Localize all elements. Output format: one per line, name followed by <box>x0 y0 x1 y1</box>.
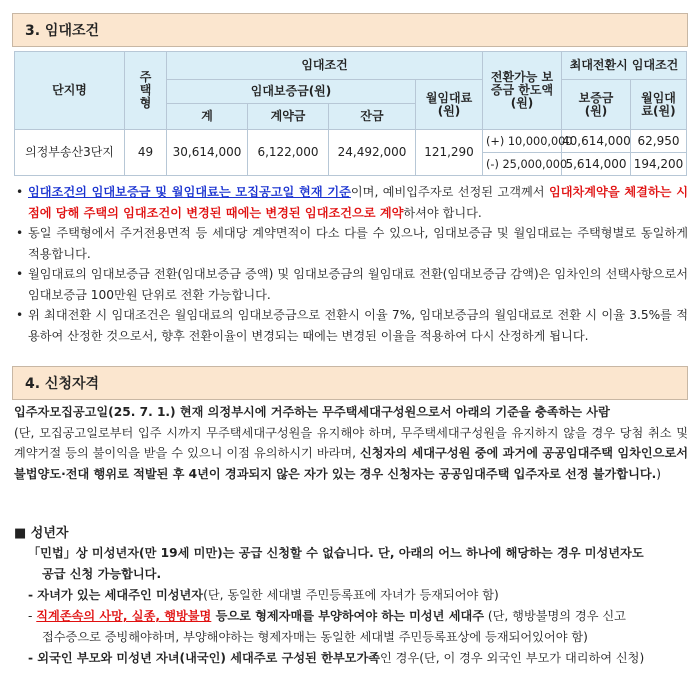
header-deposit: 임대보증금(원) <box>167 80 416 104</box>
cell-conv-minus: (-) 25,000,000 <box>483 153 562 176</box>
minor-heading: ■ 성년자 <box>14 526 69 541</box>
note-1-warning: 임대차계약을 체결하는 시점에 당해 주택의 임대조건이 변경된 때에는 변경된 임대조건으로 계약 <box>28 185 688 220</box>
header-cond: 임대조건 <box>167 52 483 80</box>
note-1-tail: 하셔야 합니다. <box>403 205 482 220</box>
cell-max-deposit-1: 40,614,000 <box>562 130 631 153</box>
minor-item-1 <box>28 585 698 606</box>
header-total: 계 <box>167 104 248 130</box>
section-4-header <box>12 366 688 400</box>
note-1 <box>16 182 688 223</box>
note-3 <box>16 264 688 305</box>
qualification-body: (단, 모집공고일로부터 입주 시까지 무주택세대구성원을 유지해야 하며, 무주택세대구성원을 유지하지 않을 경우 당첨 취소 및 계약거절 등의 불이익을 받을 수 있으니 이점 유의하시기 바라며, <box>14 425 688 460</box>
header-contract: 계약금 <box>248 104 329 130</box>
minor-item-1-bold: - 자녀가 있는 세대주인 미성년자 <box>28 588 204 602</box>
qualification-close: ) <box>656 466 662 481</box>
header-conv: 전환가능 보증금 한도액(원) <box>483 52 562 130</box>
cell-max-rent-2: 194,200 <box>631 153 687 176</box>
note-4 <box>16 305 688 346</box>
bullet-icon: • <box>16 226 24 240</box>
note-4-text: 위 최대전환 시 임대조건은 월임대료의 임대보증금으로 전환시 이율 7%, 임대보증금의 월임대료로 전환 시 이율 3.5%를 적용하여 산정한 것으로서, 향후 전환이율이 변경되는 때에는 변경된 이율을 적용하여 다시 산정하게 됩니다. <box>28 308 688 343</box>
header-rent: 월임대료(원) <box>416 80 483 130</box>
qualification-restriction: 신청자의 세대구성원 중에 과거에 공공임대주택 임차인으로서 불법양도·전대 행위로 적발된 후 4년이 경과되지 않은 자가 있는 경우 신청자는 공공임대주택 입주자로 선정 불가합니다. <box>14 446 688 481</box>
header-type: 주택형 <box>125 52 167 130</box>
header-balance: 잔금 <box>329 104 416 130</box>
cell-balance: 24,492,000 <box>329 130 416 176</box>
note-1-highlight: 임대조건의 임대보증금 및 월임대료는 모집공고일 현재 기준 <box>28 185 351 199</box>
dash: - <box>28 609 37 623</box>
cell-max-deposit-2: 5,614,000 <box>562 153 631 176</box>
note-2 <box>16 223 688 264</box>
header-max: 최대전환시 임대조건 <box>562 52 687 80</box>
section-3-title: 3. 임대조건 <box>25 23 100 39</box>
minor-intro: 「민법」상 미성년자(만 19세 미만)는 공급 신청할 수 없습니다. 단, 아래의 어느 하나에 해당하는 경우 미성년자도 <box>28 546 644 560</box>
cell-danji: 의정부송산3단지 <box>15 130 125 176</box>
section-4-title: 4. 신청자격 <box>25 376 100 392</box>
header-max-deposit: 보증금(원) <box>562 80 631 130</box>
cell-type: 49 <box>125 130 167 176</box>
note-1-text: 이며, 예비입주자로 선정된 고객께서 <box>350 185 549 199</box>
header-danji: 단지명 <box>15 52 125 130</box>
header-max-rent: 월임대료(원) <box>631 80 687 130</box>
rent-condition-table <box>14 51 687 176</box>
minor-item-2-cont: 접수증으로 증빙해야하며, 부양해야하는 형제자매는 동일한 세대별 주민등록표상에 등재되어있어야 함) <box>42 630 588 644</box>
minor-item-2-bold: 등으로 형제자매를 부양하여야 하는 미성년 세대주 <box>211 609 485 623</box>
minor-item-3 <box>28 648 698 669</box>
bullet-icon: • <box>16 185 24 199</box>
section-3-header <box>12 13 688 47</box>
note-2-text: 동일 주택형에서 주거전용면적 등 세대당 계약면적이 다소 다를 수 있으나, 임대보증금 및 월임대료는 주택형별로 동일하게 적용합니다. <box>28 226 688 261</box>
minor-item-2-red: 직계존속의 사망, 실종, 행방불명 <box>36 609 212 623</box>
qualification-lead: 입주자모집공고일(25. 7. 1.) 현재 의정부시에 거주하는 무주택세대구성원으로서 아래의 기준을 충족하는 사람 <box>14 405 610 419</box>
minor-item-2 <box>28 606 698 627</box>
note-3-text: 월임대료의 임대보증금 전환(임대보증금 증액) 및 임대보증금의 월임대료 전환(임대보증금 감액)은 임차인의 선택사항으로서 임대보증금 100만원 단위로 전환 가능합니다. <box>28 267 688 302</box>
cell-rent: 121,290 <box>416 130 483 176</box>
minor-item-1-note: (단, 동일한 세대별 주민등록표에 자녀가 등재되어야 함) <box>203 588 499 602</box>
minor-item-2-note: (단, 행방불명의 경우 신고 <box>484 609 626 623</box>
cell-max-rent-1: 62,950 <box>631 130 687 153</box>
bullet-icon: • <box>16 267 24 281</box>
minor-intro-cont: 공급 신청 가능합니다. <box>42 567 162 581</box>
minor-item-3-bold: - 외국인 부모와 미성년 자녀(내국인) 세대주로 구성된 한부모가족 <box>28 651 381 665</box>
minor-item-3-note: 인 경우(단, 이 경우 외국인 부모가 대리하여 신청) <box>380 651 645 665</box>
cell-total: 30,614,000 <box>167 130 248 176</box>
bullet-icon: • <box>16 308 24 322</box>
cell-contract: 6,122,000 <box>248 130 329 176</box>
qualification-text <box>14 402 688 484</box>
cell-conv-plus: (+) 10,000,000 <box>483 130 562 153</box>
